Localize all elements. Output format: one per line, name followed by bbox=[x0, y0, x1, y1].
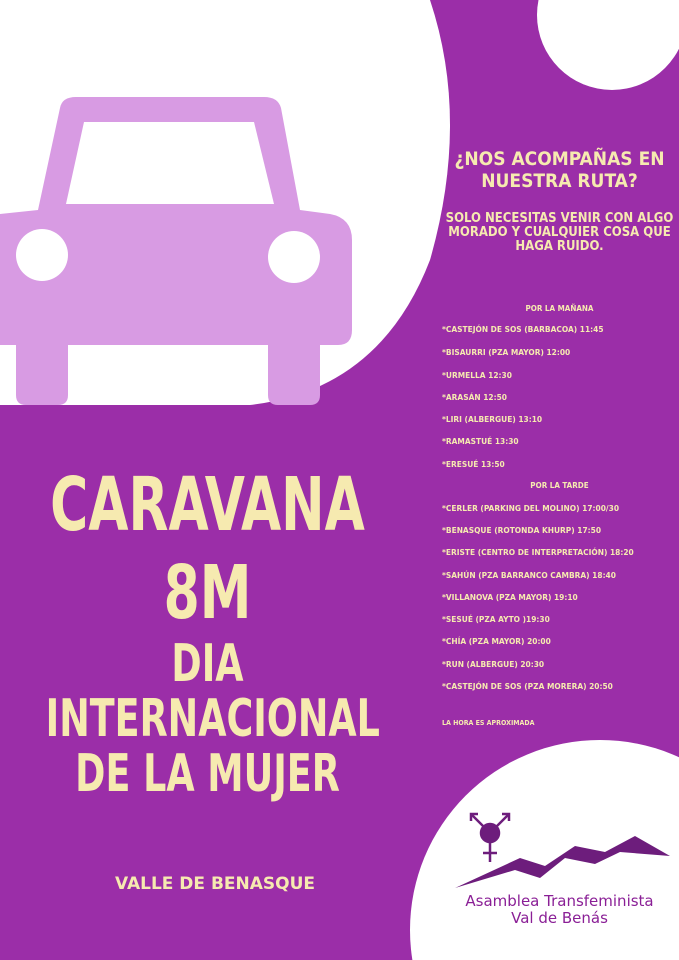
white-circle-top-right bbox=[537, 0, 679, 90]
afternoon-stop: *CASTEJÓN DE SOS (PZA MORERA) 20:50 bbox=[442, 681, 613, 691]
morning-heading: POR LA MAÑANA bbox=[525, 304, 594, 313]
morning-stop: *CASTEJÓN DE SOS (BARBACOA) 11:45 bbox=[442, 324, 604, 334]
question-heading: ¿NOS ACOMPAÑAS EN NUESTRA RUTA? bbox=[454, 148, 665, 192]
afternoon-stop: *CHÍA (PZA MAYOR) 20:00 bbox=[442, 636, 551, 646]
time-note: LA HORA ES APROXIMADA bbox=[442, 719, 535, 727]
car-headlight-left bbox=[16, 229, 68, 281]
title-line-3: DIA bbox=[171, 634, 244, 694]
title-line-5: DE LA MUJER bbox=[75, 744, 340, 804]
car-headlight-right bbox=[268, 231, 320, 283]
afternoon-stop: *BENASQUE (ROTONDA KHURP) 17:50 bbox=[442, 525, 602, 535]
morning-stop: *URMELLA 12:30 bbox=[442, 370, 512, 380]
title-line-1: CARAVANA bbox=[50, 462, 365, 548]
morning-stop: *ERESUÉ 13:50 bbox=[442, 459, 505, 469]
logo-line-2: Val de Benás bbox=[511, 909, 608, 927]
morning-stop: *RAMASTUÉ 13:30 bbox=[442, 436, 519, 446]
morning-stop: *BISAURRI (PZA MAYOR) 12:00 bbox=[442, 347, 571, 357]
location-label: VALLE DE BENASQUE bbox=[114, 874, 316, 894]
morning-stop: *ARASÁN 12:50 bbox=[442, 392, 507, 402]
afternoon-stop: *RUN (ALBERGUE) 20:30 bbox=[442, 659, 545, 669]
afternoon-stop: *SAHÚN (PZA BARRANCO CAMBRA) 18:40 bbox=[442, 570, 616, 580]
title-line-4: INTERNACIONAL bbox=[45, 689, 380, 749]
car-windshield bbox=[66, 122, 274, 204]
subtitle-text: SOLO NECESITAS VENIR CON ALGO MORADO Y CUALQUIER COSA QUE HAGA RUIDO. bbox=[445, 211, 674, 254]
afternoon-stop: *SESUÉ (PZA AYTO )19:30 bbox=[442, 614, 550, 624]
afternoon-stop: *VILLANOVA (PZA MAYOR) 19:10 bbox=[442, 592, 578, 602]
logo-line-1: Asamblea Transfeminista bbox=[465, 892, 654, 910]
afternoon-stop: *ERISTE (CENTRO DE INTERPRETACIÓN) 18:20 bbox=[442, 547, 634, 557]
title-line-2: 8M bbox=[163, 550, 252, 636]
afternoon-heading: POR LA TARDE bbox=[530, 481, 589, 490]
morning-stop: *LIRI (ALBERGUE) 13:10 bbox=[442, 414, 543, 424]
afternoon-stop: *CERLER (PARKING DEL MOLINO) 17:00/30 bbox=[442, 503, 620, 513]
